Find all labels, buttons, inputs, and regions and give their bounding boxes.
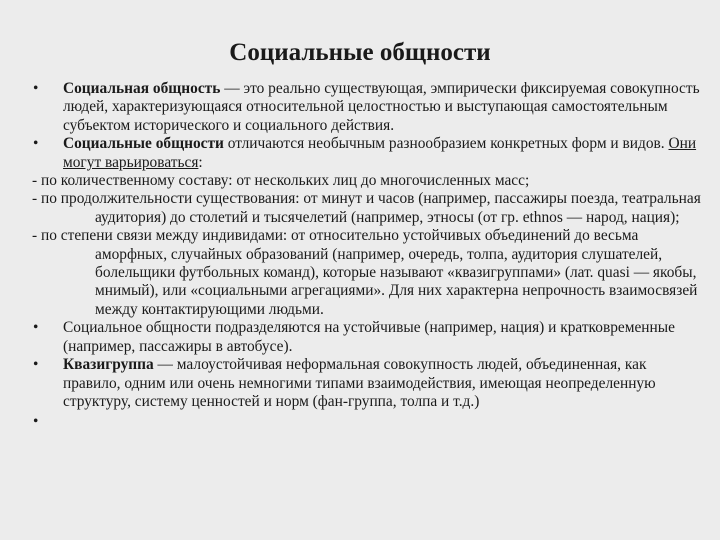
bullet-marker: • [33,80,39,97]
bullet-item-quasigroup [32,356,704,411]
dash-item-connection [32,227,704,319]
underlined-phrase: Они могут варьироваться [63,135,697,171]
slide-body [32,80,704,432]
bullet-marker: • [33,413,39,431]
bullet-item-empty [32,413,704,431]
term-quasigroup: Квазигруппа [63,356,154,374]
dash-marker: - [32,190,41,208]
bullet-item-social-community [32,80,704,135]
definition-social-community: — это реально существующая, эмпирически фиксируемая совокупность людей, характеризующаяся относительной целостностью и выступающая самостоятельным субъектом исторического и социального действия. [63,80,700,134]
dash-marker: - [32,227,41,245]
slide-title: Социальные общности [229,39,491,66]
dash-text-quantity: по количественному составу: от нескольких лиц до многочисленных масс; [40,172,530,190]
term-social-community: Социальная общность [63,80,221,97]
bullet-marker: • [33,319,39,337]
dash-text-connection: по степени связи между индивидами: от относительно устойчивых объединений до весьма аморфных, случайных образований (например, очередь, толпа, аудитория слушателей, болельщики футбольных команд), которые называют «квазигруппами» (лат. quasi — якобы, мнимый), или «социальными агрегациями». Для них характерна непрочность взаимосвязей между контактирующими людьми. [40,227,698,318]
bullet-marker: • [33,135,39,153]
diversity-colon: : [198,153,203,171]
term-social-communities: Социальные общности [63,135,224,153]
dash-text-duration: по продолжительности существования: от минут и часов (например, пассажиры поезда, театральная аудитория) до столетий и тысячелетий (например, этносы (от гр. ethnos — народ, нация); [40,190,701,226]
diversity-text: отличаются необычным разнообразием конкретных форм и видов. [223,135,669,153]
dash-item-quantity [32,172,704,190]
subdivision-text: Социальное общности подразделяются на устойчивые (например, нация) и кратковременные (например, пассажиры в автобусе). [63,319,675,355]
bullet-marker: • [33,356,39,374]
bullet-item-social-communities-diversity [32,135,704,172]
dash-item-duration [32,190,704,227]
bullet-item-subdivision [32,319,704,356]
definition-quasigroup: — малоустойчивая неформальная совокупность людей, объединенная, как правило, одним или очень немногими типами взаимодействия, имеющая неопределенную структуру, систему ценностей и норм (фан-группа, толпа и т.д.) [63,356,656,410]
dash-marker: - [32,172,41,190]
